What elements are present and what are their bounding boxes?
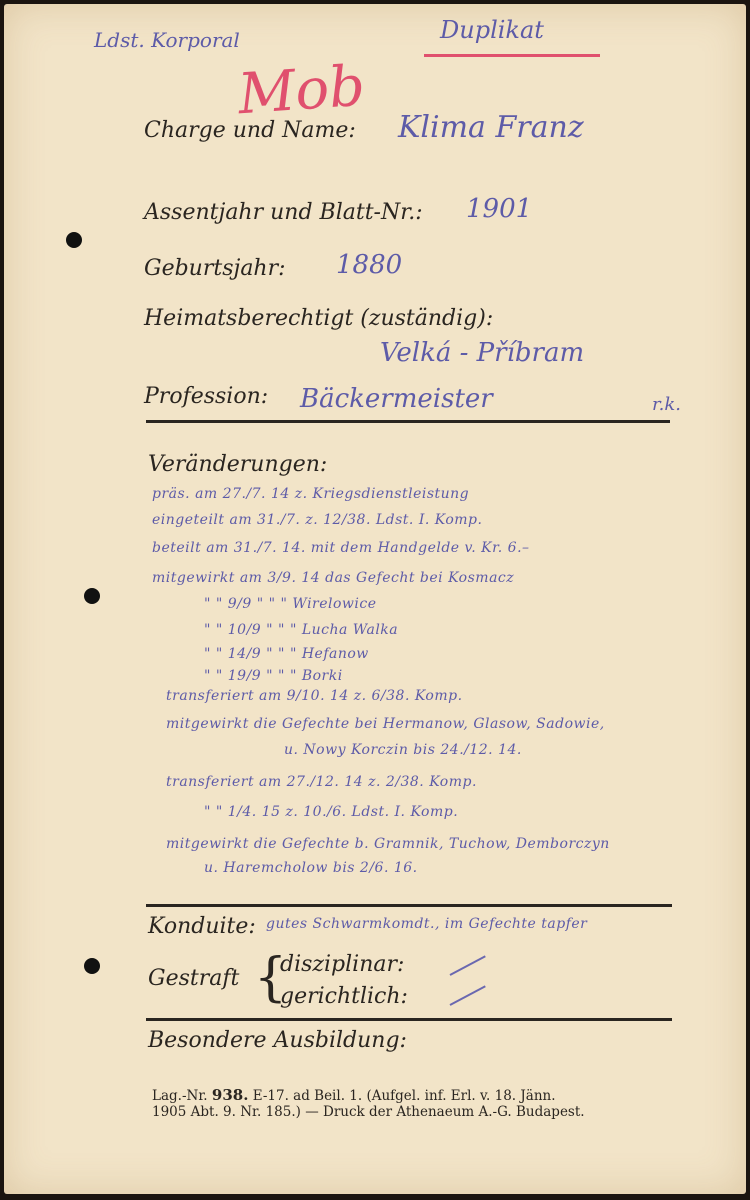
home-label: Heimatsberechtigt (zuständig):	[144, 306, 494, 331]
punished-brace: {	[254, 948, 288, 1008]
duplicate-underline	[424, 54, 600, 57]
charge-label: Charge und Name:	[144, 118, 356, 143]
training-label: Besondere Ausbildung:	[148, 1028, 407, 1053]
mob-stamp: Mob	[235, 53, 368, 128]
profession-rule	[146, 420, 670, 423]
punished-label: Gestraft	[148, 966, 240, 991]
change-entry: präs. am 27./7. 14 z. Kriegsdienstleistung	[152, 486, 470, 502]
change-entry: u. Nowy Korczin bis 24./12. 14.	[284, 742, 522, 758]
religion-value: r.k.	[652, 394, 681, 415]
profession-label: Profession:	[144, 384, 269, 409]
punch-hole-top	[66, 232, 82, 248]
changes-label: Veränderungen:	[148, 452, 328, 477]
charge-value: Klima Franz	[398, 110, 584, 145]
assent-value: 1901	[466, 194, 533, 224]
disciplinary-strike-mark	[450, 955, 486, 976]
birth-label: Geburtsjahr:	[144, 256, 286, 281]
training-top-rule	[146, 1018, 672, 1021]
footer-line-1-rest: E-17. ad Beil. 1. (Aufgel. inf. Erl. v. 18. Jänn.	[252, 1088, 556, 1104]
conduct-value: gutes Schwarmkomdt., im Gefechte tapfer	[266, 916, 588, 932]
conduct-label: Konduite:	[148, 914, 256, 939]
change-entry: " " 1/4. 15 z. 10./6. Ldst. I. Komp.	[204, 804, 459, 820]
document-sheet	[4, 4, 746, 1194]
change-entry: mitgewirkt die Gefechte b. Gramnik, Tuchow, Demborczyn	[166, 836, 610, 852]
disciplinary-label: disziplinar:	[280, 952, 405, 977]
judicial-label: gerichtlich:	[280, 984, 408, 1009]
change-entry: beteilt am 31./7. 14. mit dem Handgelde v. Kr. 6.–	[152, 540, 530, 556]
change-entry: eingeteilt am 31./7. z. 12/38. Ldst. I. Komp.	[152, 512, 483, 528]
footer-lag-prefix: Lag.-Nr.	[152, 1088, 208, 1104]
duplicate-stamp: Duplikat	[440, 16, 544, 44]
change-entry: transferiert am 9/10. 14 z. 6/38. Komp.	[166, 688, 463, 704]
footer-line-2: 1905 Abt. 9. Nr. 185.) — Druck der Athenaeum A.-G. Budapest.	[152, 1104, 585, 1120]
punch-hole-bottom	[84, 958, 100, 974]
change-entry: " " 19/9 " " " Borki	[204, 668, 343, 684]
assent-label: Assentjahr und Blatt-Nr.:	[144, 200, 423, 225]
punch-hole-middle	[84, 588, 100, 604]
change-entry: mitgewirkt am 3/9. 14 das Gefecht bei Kosmacz	[152, 570, 515, 586]
conduct-top-rule	[146, 904, 672, 907]
footer-line-1	[152, 1086, 556, 1104]
change-entry: transferiert am 27./12. 14 z. 2/38. Komp.	[166, 774, 477, 790]
profession-value: Bäckermeister	[300, 384, 493, 414]
rank-note: Ldst. Korporal	[94, 28, 240, 52]
change-entry: mitgewirkt die Gefechte bei Hermanow, Glasow, Sadowie,	[166, 716, 605, 732]
footer-lag-number: 938.	[211, 1086, 249, 1104]
birth-value: 1880	[336, 250, 403, 280]
change-entry: u. Haremcholow bis 2/6. 16.	[204, 860, 418, 876]
change-entry: " " 10/9 " " " Lucha Walka	[204, 622, 399, 638]
change-entry: " " 9/9 " " " Wirelowice	[204, 596, 377, 612]
home-value: Velká - Příbram	[380, 338, 585, 368]
judicial-strike-mark	[450, 985, 486, 1006]
change-entry: " " 14/9 " " " Hefanow	[204, 646, 369, 662]
